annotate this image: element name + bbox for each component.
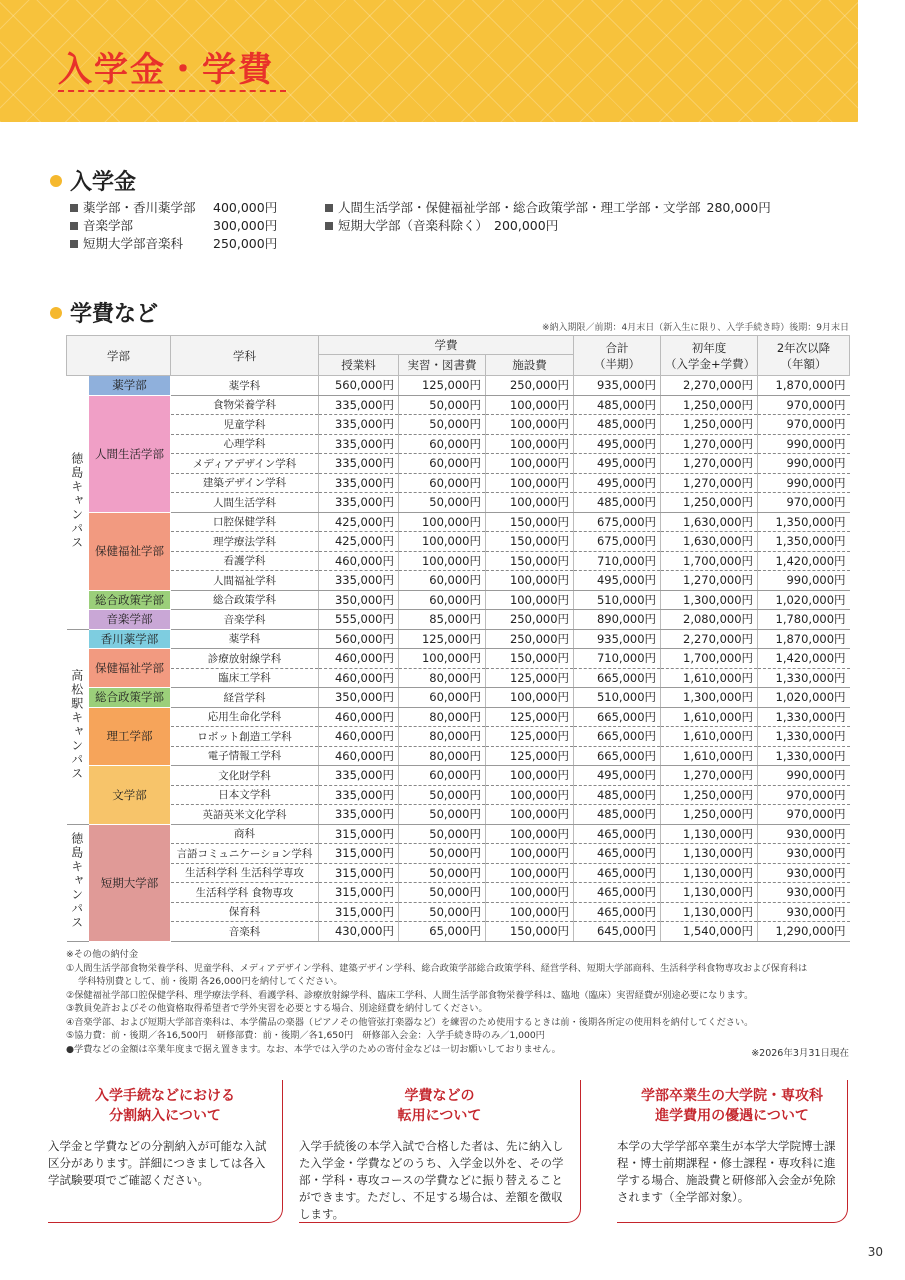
fee-cell: 555,000円 (319, 610, 399, 630)
department-cell: 生活科学科 食物専攻 (171, 883, 319, 903)
square-bullet-icon (70, 240, 78, 248)
fee-cell: 1,870,000円 (758, 376, 850, 396)
fee-cell: 100,000円 (486, 805, 574, 825)
fee-cell: 930,000円 (758, 844, 850, 864)
fee-cell: 990,000円 (758, 454, 850, 474)
fee-cell: 80,000円 (399, 746, 486, 766)
fee-cell: 50,000円 (399, 415, 486, 435)
fee-cell: 100,000円 (486, 824, 574, 844)
faculty-cell: 総合政策学部 (89, 590, 171, 610)
fee-cell: 335,000円 (319, 473, 399, 493)
faculty-cell: 人間生活学部 (89, 395, 171, 512)
department-cell: 看護学科 (171, 551, 319, 571)
fee-cell: 460,000円 (319, 707, 399, 727)
fee-cell: 1,130,000円 (661, 863, 758, 883)
fee-cell: 100,000円 (486, 766, 574, 786)
fee-cell: 485,000円 (574, 805, 661, 825)
fee-cell: 100,000円 (399, 532, 486, 552)
department-cell: 日本文学科 (171, 785, 319, 805)
table-row (67, 415, 850, 435)
table-row (67, 863, 850, 883)
admission-title: 入学金 (70, 170, 137, 195)
fee-cell: 1,610,000円 (661, 707, 758, 727)
fee-cell: 675,000円 (574, 532, 661, 552)
fee-cell: 460,000円 (319, 746, 399, 766)
payment-deadline-note: ※納入期限／前期：4月末日（新入生に限り、入学手続き時）後期：9月末日 (542, 323, 849, 333)
admission-item: 短期大学部音楽科 250,000円 (70, 235, 277, 253)
fee-cell: 930,000円 (758, 902, 850, 922)
fee-cell: 80,000円 (399, 707, 486, 727)
fee-cell: 425,000円 (319, 532, 399, 552)
fee-cell: 1,630,000円 (661, 512, 758, 532)
table-row (67, 707, 850, 727)
fee-cell: 100,000円 (486, 688, 574, 708)
fee-cell: 100,000円 (486, 454, 574, 474)
fee-cell: 1,270,000円 (661, 571, 758, 591)
fee-cell: 1,130,000円 (661, 844, 758, 864)
fee-cell: 125,000円 (486, 707, 574, 727)
fee-cell: 85,000円 (399, 610, 486, 630)
table-row (67, 571, 850, 591)
department-cell: 人間生活学科 (171, 493, 319, 513)
department-cell: 商科 (171, 824, 319, 844)
fee-cell: 1,300,000円 (661, 590, 758, 610)
fee-cell: 150,000円 (486, 649, 574, 669)
fee-cell: 2,080,000円 (661, 610, 758, 630)
fee-cell: 335,000円 (319, 434, 399, 454)
fee-cell: 350,000円 (319, 688, 399, 708)
fee-cell: 250,000円 (486, 376, 574, 396)
fee-cell: 460,000円 (319, 668, 399, 688)
fee-cell: 1,350,000円 (758, 512, 850, 532)
fee-cell: 100,000円 (486, 473, 574, 493)
tuition-title: 学費など (70, 302, 159, 327)
department-cell: 建築デザイン学科 (171, 473, 319, 493)
faculty-cell: 短期大学部 (89, 824, 171, 941)
fee-cell: 510,000円 (574, 688, 661, 708)
fee-cell: 100,000円 (486, 902, 574, 922)
fee-cell: 935,000円 (574, 629, 661, 649)
fee-cell: 150,000円 (486, 922, 574, 942)
tuition-table (66, 335, 850, 942)
fee-cell: 1,610,000円 (661, 746, 758, 766)
fee-cell: 485,000円 (574, 785, 661, 805)
fee-cell: 335,000円 (319, 805, 399, 825)
fee-cell: 495,000円 (574, 766, 661, 786)
fee-cell: 460,000円 (319, 551, 399, 571)
bullet-dot-icon (50, 175, 62, 187)
info-box-graduate: 学部卒業生の大学院・専攻科 進学費用の優遇について 本学の大学学部卒業生が本学大学院博士課程・博士前期課程・修士課程・専攻科に進学する場合、施設費と研修部入会金が免除されます（全学部対象）。 (617, 1080, 848, 1223)
faculty-cell: 総合政策学部 (89, 688, 171, 708)
fee-cell: 100,000円 (486, 434, 574, 454)
department-cell: 総合政策学科 (171, 590, 319, 610)
table-row (67, 512, 850, 532)
fee-cell: 60,000円 (399, 571, 486, 591)
fee-cell: 1,330,000円 (758, 746, 850, 766)
fee-cell: 100,000円 (486, 415, 574, 435)
fee-cell: 100,000円 (486, 395, 574, 415)
page-number: 30 (867, 1245, 883, 1259)
fee-cell: 100,000円 (486, 785, 574, 805)
fee-cell: 335,000円 (319, 493, 399, 513)
fee-cell: 1,270,000円 (661, 473, 758, 493)
fee-cell: 50,000円 (399, 844, 486, 864)
fee-cell: 935,000円 (574, 376, 661, 396)
department-cell: 英語英米文化学科 (171, 805, 319, 825)
fee-cell: 665,000円 (574, 727, 661, 747)
department-cell: ロボット創造工学科 (171, 727, 319, 747)
table-row (67, 454, 850, 474)
admission-item: 短期大学部（音楽科除く） 200,000円 (325, 217, 771, 235)
fee-cell: 430,000円 (319, 922, 399, 942)
fee-cell: 315,000円 (319, 863, 399, 883)
faculty-cell: 文学部 (89, 766, 171, 825)
fee-cell: 665,000円 (574, 746, 661, 766)
square-bullet-icon (325, 222, 333, 230)
fee-cell: 100,000円 (399, 512, 486, 532)
department-cell: 応用生命化学科 (171, 707, 319, 727)
fee-cell: 335,000円 (319, 571, 399, 591)
table-row (67, 883, 850, 903)
fee-cell: 495,000円 (574, 571, 661, 591)
info-box-transfer: 学費などの 転用について 入学手続後の本学入試で合格した者は、先に納入した入学金・学費などのうち、入学金以外を、その学部・学科・専攻コースの学費などに振り替えることができます。ただし、不足する場合は、差額を徴収します。 (299, 1080, 581, 1223)
department-cell: 臨床工学科 (171, 668, 319, 688)
header-department: 学科 (171, 336, 319, 376)
fee-cell: 645,000円 (574, 922, 661, 942)
fee-cell: 50,000円 (399, 785, 486, 805)
fee-cell: 1,870,000円 (758, 629, 850, 649)
fee-cell: 100,000円 (486, 493, 574, 513)
table-row (67, 785, 850, 805)
header-first-year: 初年度 （入学金+学費） (661, 336, 758, 376)
fee-cell: 60,000円 (399, 434, 486, 454)
fee-cell: 665,000円 (574, 668, 661, 688)
fee-cell: 495,000円 (574, 454, 661, 474)
fee-cell: 2,270,000円 (661, 376, 758, 396)
fee-cell: 50,000円 (399, 863, 486, 883)
faculty-cell: 理工学部 (89, 707, 171, 766)
fee-cell: 335,000円 (319, 395, 399, 415)
fee-cell: 250,000円 (486, 629, 574, 649)
admission-heading (50, 165, 136, 196)
fee-cell: 930,000円 (758, 863, 850, 883)
faculty-cell: 音楽学部 (89, 610, 171, 630)
table-row (67, 629, 850, 649)
fee-cell: 1,330,000円 (758, 707, 850, 727)
fee-cell: 1,250,000円 (661, 415, 758, 435)
header-second-year: 2年次以降 （年額） (758, 336, 850, 376)
department-cell: 音楽科 (171, 922, 319, 942)
fee-cell: 80,000円 (399, 727, 486, 747)
fee-cell: 930,000円 (758, 824, 850, 844)
department-cell: 音楽学科 (171, 610, 319, 630)
fee-cell: 485,000円 (574, 493, 661, 513)
table-row (67, 532, 850, 552)
fee-cell: 1,130,000円 (661, 902, 758, 922)
table-row (67, 727, 850, 747)
fee-cell: 460,000円 (319, 649, 399, 669)
fee-cell: 1,420,000円 (758, 551, 850, 571)
fee-cell: 970,000円 (758, 395, 850, 415)
admission-list-left (70, 199, 277, 253)
fee-cell: 465,000円 (574, 824, 661, 844)
fee-cell: 665,000円 (574, 707, 661, 727)
fee-cell: 50,000円 (399, 395, 486, 415)
fee-cell: 930,000円 (758, 883, 850, 903)
fee-cell: 60,000円 (399, 590, 486, 610)
fee-cell: 465,000円 (574, 902, 661, 922)
fee-cell: 990,000円 (758, 473, 850, 493)
department-cell: 心理学科 (171, 434, 319, 454)
fee-cell: 315,000円 (319, 824, 399, 844)
department-cell: 食物栄養学科 (171, 395, 319, 415)
fee-cell: 100,000円 (399, 551, 486, 571)
fee-cell: 335,000円 (319, 785, 399, 805)
fee-cell: 465,000円 (574, 883, 661, 903)
square-bullet-icon (70, 204, 78, 212)
campus-label: 徳島キャンパス (67, 824, 89, 941)
fee-cell: 1,250,000円 (661, 785, 758, 805)
fee-cell: 315,000円 (319, 883, 399, 903)
table-row (67, 824, 850, 844)
fee-cell: 100,000円 (486, 883, 574, 903)
fee-cell: 100,000円 (486, 590, 574, 610)
fee-cell: 150,000円 (486, 512, 574, 532)
header-lab-fee: 実習・図書費 (399, 355, 486, 376)
department-cell: 理学療法学科 (171, 532, 319, 552)
fee-cell: 50,000円 (399, 824, 486, 844)
fee-cell: 1,250,000円 (661, 395, 758, 415)
table-row (67, 473, 850, 493)
fee-cell: 100,000円 (486, 863, 574, 883)
fee-cell: 970,000円 (758, 493, 850, 513)
fee-cell: 1,700,000円 (661, 551, 758, 571)
fee-cell: 1,130,000円 (661, 824, 758, 844)
fee-cell: 460,000円 (319, 727, 399, 747)
fee-cell: 485,000円 (574, 415, 661, 435)
tuition-heading (50, 297, 158, 328)
campus-label: 高松駅キャンパス (67, 629, 89, 824)
as-of-date: ※2026年3月31日現在 (751, 1048, 849, 1059)
fee-cell: 560,000円 (319, 376, 399, 396)
fee-cell: 1,020,000円 (758, 688, 850, 708)
square-bullet-icon (70, 222, 78, 230)
fee-cell: 60,000円 (399, 766, 486, 786)
fee-cell: 150,000円 (486, 551, 574, 571)
fee-cell: 1,250,000円 (661, 805, 758, 825)
footnotes: ※その他の納付金 ①人間生活学部食物栄養学科、児童学科、メディアデザイン学科、建築デザイン学科、総合政策学部総合政策学科、経営学科、短期大学部商科、生活科学科食物専攻および保育科は 学科特別費として、前・後期 各26,000円を納付してください。 ②保健福祉学部口腔保健学科、理学療法学科、看護学科、診療放射線学科、臨床工学科、人間生活学部食物栄養学科は、臨地（臨床）実習経費が別途必要になります。 ③教員免許およびその他資格取得希望者で学外実習を必要とする場合、別途経費を納付してください。 ④音楽学部、および短期大学部音楽科は、本学備品の楽器（ピアノその他管弦打楽器など）を練習のため使用するときは前・後期各所定の使用料を納付してください。 ⑤協力費：前・後期／各16,500円 研修部費：前・後期／各1,650円 研修部入会金：入学手続き時のみ／1,000円 ●学費などの金額は卒業年度まで据え置きます。なお、本学では入学のための寄付金などは一切お願いしておりません。 (66, 949, 808, 1055)
fee-cell: 990,000円 (758, 766, 850, 786)
fee-cell: 60,000円 (399, 454, 486, 474)
department-cell: 電子情報工学科 (171, 746, 319, 766)
fee-cell: 990,000円 (758, 434, 850, 454)
table-row (67, 376, 850, 396)
table-row (67, 668, 850, 688)
department-cell: 人間福祉学科 (171, 571, 319, 591)
fee-cell: 100,000円 (486, 844, 574, 864)
fee-cell: 1,270,000円 (661, 434, 758, 454)
header-facility-fee: 施設費 (486, 355, 574, 376)
fee-cell: 50,000円 (399, 805, 486, 825)
department-cell: 生活科学科 生活科学専攻 (171, 863, 319, 883)
fee-cell: 970,000円 (758, 785, 850, 805)
fee-cell: 100,000円 (486, 571, 574, 591)
table-row (67, 649, 850, 669)
faculty-cell: 香川薬学部 (89, 629, 171, 649)
header-faculty: 学部 (67, 336, 171, 376)
fee-cell: 1,610,000円 (661, 668, 758, 688)
fee-cell: 495,000円 (574, 434, 661, 454)
header-total: 合計 （半期） (574, 336, 661, 376)
department-cell: 薬学科 (171, 376, 319, 396)
title-underline (58, 90, 286, 92)
campus-label: 徳島キャンパス (67, 376, 89, 630)
table-row (67, 688, 850, 708)
fee-cell: 675,000円 (574, 512, 661, 532)
bullet-dot-icon (50, 307, 62, 319)
table-row (67, 902, 850, 922)
table-row (67, 610, 850, 630)
department-cell: 診療放射線学科 (171, 649, 319, 669)
fee-cell: 425,000円 (319, 512, 399, 532)
department-cell: メディアデザイン学科 (171, 454, 319, 474)
fee-cell: 1,610,000円 (661, 727, 758, 747)
table-row (67, 590, 850, 610)
square-bullet-icon (325, 204, 333, 212)
fee-cell: 465,000円 (574, 863, 661, 883)
header-fees: 学費 (319, 336, 574, 355)
fee-cell: 1,270,000円 (661, 454, 758, 474)
table-row (67, 922, 850, 942)
fee-cell: 510,000円 (574, 590, 661, 610)
table-row (67, 746, 850, 766)
fee-cell: 710,000円 (574, 649, 661, 669)
fee-cell: 710,000円 (574, 551, 661, 571)
fee-cell: 50,000円 (399, 883, 486, 903)
fee-cell: 125,000円 (399, 629, 486, 649)
fee-cell: 1,020,000円 (758, 590, 850, 610)
table-row (67, 766, 850, 786)
fee-cell: 50,000円 (399, 493, 486, 513)
table-row (67, 551, 850, 571)
fee-cell: 465,000円 (574, 844, 661, 864)
fee-cell: 1,270,000円 (661, 766, 758, 786)
fee-cell: 50,000円 (399, 902, 486, 922)
fee-cell: 1,250,000円 (661, 493, 758, 513)
fee-cell: 1,700,000円 (661, 649, 758, 669)
fee-cell: 150,000円 (486, 532, 574, 552)
fee-cell: 65,000円 (399, 922, 486, 942)
department-cell: 児童学科 (171, 415, 319, 435)
admission-list-right (325, 199, 771, 235)
fee-cell: 560,000円 (319, 629, 399, 649)
fee-cell: 1,130,000円 (661, 883, 758, 903)
department-cell: 保育科 (171, 902, 319, 922)
table-row (67, 844, 850, 864)
table-row (67, 493, 850, 513)
fee-cell: 1,540,000円 (661, 922, 758, 942)
fee-cell: 100,000円 (399, 649, 486, 669)
department-cell: 言語コミュニケーション学科 (171, 844, 319, 864)
table-row (67, 805, 850, 825)
table-row (67, 395, 850, 415)
fee-cell: 970,000円 (758, 415, 850, 435)
fee-cell: 335,000円 (319, 415, 399, 435)
header-lesson-fee: 授業料 (319, 355, 399, 376)
fee-cell: 125,000円 (486, 668, 574, 688)
fee-cell: 1,350,000円 (758, 532, 850, 552)
fee-cell: 125,000円 (486, 746, 574, 766)
fee-cell: 350,000円 (319, 590, 399, 610)
fee-cell: 125,000円 (399, 376, 486, 396)
fee-cell: 1,330,000円 (758, 668, 850, 688)
fee-cell: 335,000円 (319, 454, 399, 474)
fee-cell: 125,000円 (486, 727, 574, 747)
department-cell: 経営学科 (171, 688, 319, 708)
department-cell: 薬学科 (171, 629, 319, 649)
fee-cell: 990,000円 (758, 571, 850, 591)
faculty-cell: 保健福祉学部 (89, 649, 171, 688)
fee-cell: 1,630,000円 (661, 532, 758, 552)
admission-item: 音楽学部 300,000円 (70, 217, 277, 235)
fee-cell: 60,000円 (399, 688, 486, 708)
department-cell: 文化財学科 (171, 766, 319, 786)
fee-cell: 1,290,000円 (758, 922, 850, 942)
fee-cell: 335,000円 (319, 766, 399, 786)
fee-cell: 495,000円 (574, 473, 661, 493)
fee-cell: 1,420,000円 (758, 649, 850, 669)
fee-cell: 60,000円 (399, 473, 486, 493)
fee-cell: 2,270,000円 (661, 629, 758, 649)
department-cell: 口腔保健学科 (171, 512, 319, 532)
fee-cell: 315,000円 (319, 844, 399, 864)
info-box-installment: 入学手続などにおける 分割納入について 入学金と学費などの分割納入が可能な入試区分があります。詳細につきましては各入学試験要項でご確認ください。 (48, 1080, 283, 1223)
fee-cell: 80,000円 (399, 668, 486, 688)
fee-cell: 970,000円 (758, 805, 850, 825)
admission-item: 薬学部・香川薬学部 400,000円 (70, 199, 277, 217)
admission-item: 人間生活学部・保健福祉学部・総合政策学部・理工学部・文学部 280,000円 (325, 199, 771, 217)
fee-cell: 1,300,000円 (661, 688, 758, 708)
fee-cell: 1,780,000円 (758, 610, 850, 630)
fee-cell: 890,000円 (574, 610, 661, 630)
faculty-cell: 保健福祉学部 (89, 512, 171, 590)
page-title: 入学金・学費 (58, 50, 274, 90)
fee-cell: 485,000円 (574, 395, 661, 415)
fee-cell: 315,000円 (319, 902, 399, 922)
table-row (67, 434, 850, 454)
faculty-cell: 薬学部 (89, 376, 171, 396)
fee-cell: 1,330,000円 (758, 727, 850, 747)
fee-cell: 250,000円 (486, 610, 574, 630)
